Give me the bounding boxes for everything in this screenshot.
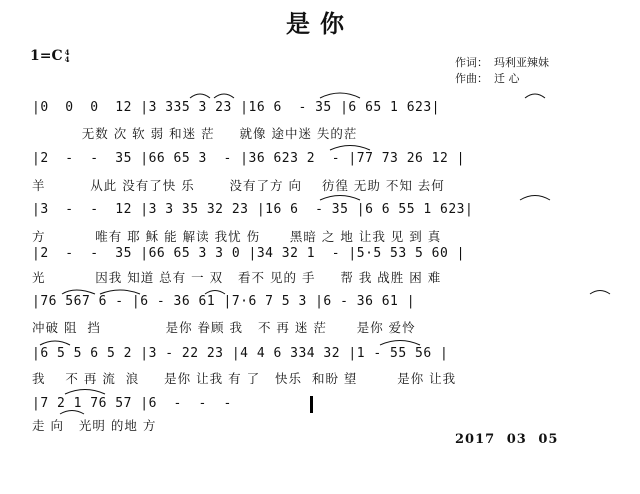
notation-line-1: |0 0 0 12 |3 335 3 23 |16 6 - 35 |6 65 1 623| <box>32 100 441 115</box>
notation-line-3: |3 - - 12 |3 3 35 32 23 |16 6 - 35 |6 6 55 1 623| <box>32 202 474 217</box>
lyrics-line-2: 羊 从此 没有了快 乐 没有了方 向 彷徨 无助 不知 去何 <box>32 178 445 193</box>
notation-line-7: |7 2 1 76 57 |6 - - - <box>32 396 241 411</box>
lyricist-credit <box>455 54 549 70</box>
lyrics-line-7: 走 向 光明 的地 方 <box>32 418 157 433</box>
lyrics-line-3: 方 唯有 耶 稣 能 解读 我忧 伤 黑暗 之 地 让我 见 到 真 <box>32 229 442 244</box>
lyrics-line-5: 冲破 阻 挡 是你 眷顾 我 不 再 迷 茫 是你 爱怜 <box>32 320 416 335</box>
notation-line-5: |76 567 6 - |6 - 36 61 |7·6 7 5 3 |6 - 36 61 | <box>32 294 416 309</box>
composer-label: 作曲： <box>455 72 488 85</box>
notation-line-2: |2 - - 35 |66 65 3 - |36 623 2 - |77 73 26 12 | <box>32 151 465 166</box>
lyricist-name: 玛利亚辣妹 <box>494 56 549 69</box>
key-signature <box>30 48 70 64</box>
composer-credit <box>455 70 520 86</box>
lyrics-line-4: 光 因我 知道 总有 一 双 看不 见的 手 帮 我 战胜 困 难 <box>32 270 442 285</box>
notation-line-4: |2 - - 35 |66 65 3 3 0 |34 32 1 - |5·5 53 5 60 | <box>32 246 465 261</box>
lyricist-label: 作词： <box>455 56 488 69</box>
lyrics-line-1: 无数 次 软 弱 和迷 茫 就像 途中迷 失的茫 <box>32 126 358 141</box>
time-signature <box>65 49 70 63</box>
composer-name: 迁 心 <box>494 72 520 85</box>
meter-bottom: 4 <box>64 55 70 64</box>
key-label: 1=C <box>30 48 63 64</box>
song-title: 是你 <box>286 9 354 38</box>
final-barline <box>310 396 313 413</box>
date-stamp: 2017 03 05 <box>455 432 559 447</box>
notation-line-6: |6 5 5 6 5 2 |3 - 22 23 |4 4 6 334 32 |1 - 55 56 | <box>32 346 449 361</box>
lyrics-line-6: 我 不 再 流 浪 是你 让我 有 了 快乐 和盼 望 是你 让我 <box>32 371 457 386</box>
meter-top: 4 <box>64 48 70 57</box>
